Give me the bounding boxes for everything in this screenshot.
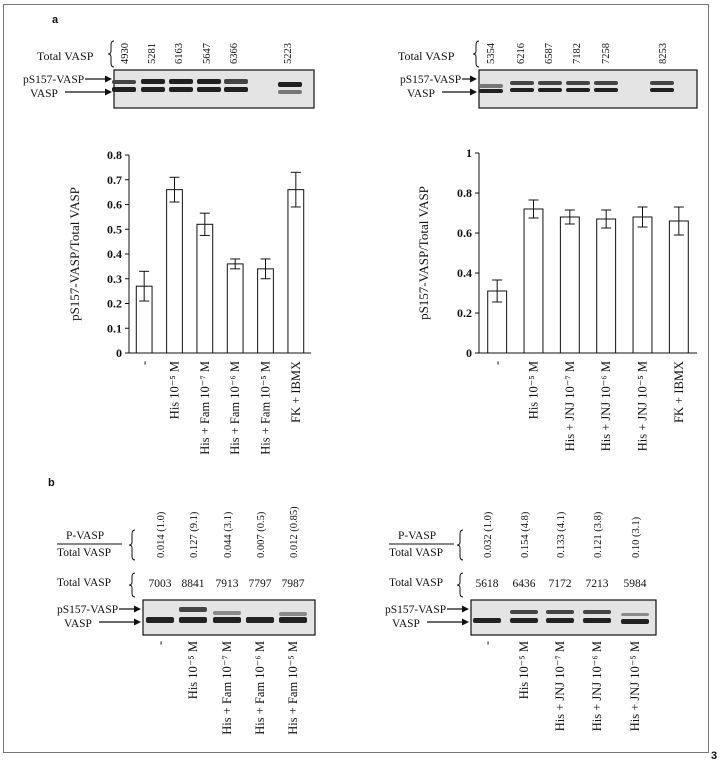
total-vasp-value: 7913 xyxy=(215,578,239,590)
total-vasp-value: 7797 xyxy=(248,578,272,590)
lane-label: His + JNJ 10⁻⁵ M xyxy=(628,641,642,732)
lane-label: His + Fam 10⁻⁵ M xyxy=(286,641,300,735)
x-category-label: His + Fam 10⁻⁶ M xyxy=(228,361,243,455)
blot-band xyxy=(594,81,618,85)
ratio-value: 0.127 (9.1) xyxy=(189,511,200,558)
x-category-label: - xyxy=(137,361,152,366)
y-tick-label: 0.1 xyxy=(107,321,122,336)
western-blot-b1 xyxy=(143,600,315,635)
total-vasp-value: 7213 xyxy=(585,578,609,590)
x-category-label: His 10⁻⁵ M xyxy=(167,361,182,420)
ratio-brace xyxy=(457,530,463,560)
blot-band xyxy=(546,610,574,614)
y-tick-label: 0.8 xyxy=(457,186,472,200)
blot-band xyxy=(621,619,649,624)
total-vasp-value: 4930 xyxy=(120,43,131,64)
total-vasp-brace xyxy=(129,573,135,597)
bar xyxy=(669,221,688,353)
total-vasp-value: 7258 xyxy=(601,43,612,64)
western-blot-a1 xyxy=(112,70,314,108)
blot-band xyxy=(197,79,221,84)
y-tick-label: 0.8 xyxy=(107,148,122,162)
bar xyxy=(633,217,652,353)
bar xyxy=(524,209,543,353)
lane-label: His 10⁻⁵ M xyxy=(186,641,200,700)
blot-band xyxy=(594,88,618,92)
pS157-vasp-arrow-head xyxy=(462,606,469,613)
blot-band xyxy=(279,612,307,616)
bar-chart-1 xyxy=(67,148,311,455)
total-vasp-value: 5281 xyxy=(147,43,158,64)
total-vasp-brace xyxy=(473,41,479,67)
blot-band xyxy=(650,81,674,85)
blot-band xyxy=(179,607,207,612)
total-vasp-value: 6587 xyxy=(544,43,555,64)
total-vasp-value: 8253 xyxy=(658,43,669,64)
ratio-brace xyxy=(129,530,135,560)
pS157-vasp-arrow-head xyxy=(470,76,477,83)
pS157-vasp-arrow-head xyxy=(134,606,141,613)
total-vasp-brace xyxy=(108,41,114,67)
blot-band xyxy=(224,87,248,92)
total-vasp-brace xyxy=(457,573,463,597)
bar xyxy=(167,190,183,353)
lane-label: - xyxy=(153,641,167,646)
blot-band xyxy=(510,81,534,85)
total-vasp-value: 5647 xyxy=(202,43,213,64)
blot-band xyxy=(510,88,534,92)
lane-label: His + JNJ 10⁻⁶ M xyxy=(590,641,604,732)
bar xyxy=(197,224,213,353)
y-tick-label: 0.2 xyxy=(107,296,122,311)
total-vasp-value: 8841 xyxy=(181,578,205,590)
blot-frame xyxy=(471,600,656,635)
bar xyxy=(227,264,243,353)
total-vasp-label: Total VASP xyxy=(37,49,94,63)
bar xyxy=(258,269,274,353)
pS157-vasp-band-label: pS157-VASP xyxy=(385,604,447,616)
blot-band xyxy=(583,618,611,623)
ratio-value: 0.10 (3.1) xyxy=(631,516,642,558)
bar xyxy=(597,219,616,353)
vasp-band-label: VASP xyxy=(64,618,92,630)
ratio-value: 0.133 (4.1) xyxy=(556,511,567,558)
y-axis-label: pS157-VASP/Total VASP xyxy=(67,187,82,321)
blot-band xyxy=(510,610,538,614)
y-tick-label: 0.4 xyxy=(107,247,122,261)
figure-number: 3 xyxy=(711,750,718,761)
y-tick-label: 0.5 xyxy=(107,222,122,237)
panel-a-label: a xyxy=(52,14,59,26)
blot-band xyxy=(566,81,590,85)
blot-band xyxy=(197,87,221,92)
blot-band xyxy=(583,610,611,614)
total-vasp-label: Total VASP xyxy=(57,577,112,589)
vasp-arrow-head xyxy=(134,619,141,626)
blot-band xyxy=(246,617,274,623)
lane-label: His + JNJ 10⁻⁷ M xyxy=(553,641,567,732)
blot-band xyxy=(224,79,248,84)
total-vasp-value: 6366 xyxy=(229,43,240,64)
blot-band xyxy=(112,80,136,84)
total-vasp-value: 6216 xyxy=(516,43,527,64)
blot-band xyxy=(473,618,501,623)
blot-band xyxy=(141,87,165,92)
blot-band xyxy=(213,611,241,615)
y-tick-label: 0.3 xyxy=(107,271,122,286)
y-axis-label: pS157-VASP/Total VASP xyxy=(416,186,431,320)
western-blot-a2 xyxy=(479,70,697,108)
blot-band xyxy=(146,617,174,623)
total-vasp-value: 7182 xyxy=(572,43,583,64)
total-vasp-label: Total VASP xyxy=(398,49,455,63)
x-category-label: His + JNJ 10⁻⁵ M xyxy=(635,361,650,452)
blot-band xyxy=(546,618,574,623)
blot-band xyxy=(566,88,590,92)
ratio-value: 0.044 (3.1) xyxy=(223,511,234,558)
ratio-value: 0.032 (1.0) xyxy=(483,511,494,558)
ratio-value: 0.007 (0.5) xyxy=(256,511,267,558)
total-vasp-value: 5984 xyxy=(623,578,647,590)
total-vasp-value: 7003 xyxy=(148,578,172,590)
blot-band xyxy=(479,89,503,93)
lane-label: His + Fam 10⁻⁶ M xyxy=(253,641,267,735)
pS157-vasp-arrow-head xyxy=(105,76,112,83)
ratio-value: 0.121 (3.8) xyxy=(593,511,604,558)
y-tick-label: 0.4 xyxy=(457,266,472,280)
total-vasp-value: 6436 xyxy=(512,578,536,590)
x-category-label: FK + IBMX xyxy=(288,361,303,423)
x-category-label: His + JNJ 10⁻⁷ M xyxy=(562,361,577,452)
bar xyxy=(288,190,304,353)
vasp-arrow-head xyxy=(470,89,477,96)
blot-band xyxy=(112,87,136,92)
ratio-value: 0.014 (1.0) xyxy=(156,511,167,558)
y-tick-label: 1 xyxy=(466,146,472,160)
x-category-label: His + Fam 10⁻⁷ M xyxy=(197,361,212,455)
y-tick-label: 0 xyxy=(466,346,472,360)
x-category-label: His 10⁻⁵ M xyxy=(526,361,541,420)
p-vasp-ratio-label: P-VASP xyxy=(398,530,437,542)
lane-label: - xyxy=(480,641,494,646)
blot-band xyxy=(141,79,165,84)
pS157-vasp-band-label: pS157-VASP xyxy=(400,74,462,86)
blot-band xyxy=(169,87,193,92)
blot-band xyxy=(479,84,503,88)
y-tick-label: 0.7 xyxy=(107,172,122,187)
p-vasp-ratio-label: P-VASP xyxy=(66,530,105,542)
bar-chart-2 xyxy=(416,146,697,451)
ratio-value: 0.012 (0.85) xyxy=(289,506,300,558)
vasp-arrow-head xyxy=(462,619,469,626)
panel-b-label: b xyxy=(48,477,55,489)
y-tick-label: 0.6 xyxy=(107,197,122,212)
total-vasp-value: 5618 xyxy=(475,578,499,590)
total-vasp-label: Total VASP xyxy=(389,577,444,589)
blot-band xyxy=(169,79,193,84)
blot-band xyxy=(621,613,649,616)
x-category-label: His + JNJ 10⁻⁶ M xyxy=(599,361,614,452)
total-vasp-value: 5354 xyxy=(486,43,497,64)
blot-band xyxy=(278,82,302,87)
blot-band xyxy=(279,617,307,623)
bar xyxy=(560,217,579,353)
total-vasp-ratio-label: Total VASP xyxy=(389,547,444,559)
blot-band xyxy=(538,81,562,85)
y-tick-label: 0.6 xyxy=(457,226,472,240)
pS157-vasp-band-label: pS157-VASP xyxy=(23,74,85,86)
lane-label: His 10⁻⁵ M xyxy=(517,641,531,700)
blot-band xyxy=(650,88,674,92)
y-tick-label: 0 xyxy=(116,346,122,360)
total-vasp-value: 6163 xyxy=(174,43,185,64)
total-vasp-value: 5223 xyxy=(283,43,294,64)
y-tick-label: 0.2 xyxy=(457,306,472,320)
western-blot-b2 xyxy=(471,600,656,635)
blot-band xyxy=(278,90,302,94)
blot-band xyxy=(179,617,207,623)
x-category-label: FK + IBMX xyxy=(671,361,686,423)
vasp-band-label: VASP xyxy=(30,88,58,100)
blot-band xyxy=(213,617,241,623)
x-category-label: His + Fam 10⁻⁵ M xyxy=(258,361,273,455)
blot-band xyxy=(538,88,562,92)
lane-label: His + Fam 10⁻⁷ M xyxy=(220,641,234,735)
total-vasp-value: 7987 xyxy=(281,578,305,590)
total-vasp-value: 7172 xyxy=(548,578,572,590)
vasp-arrow-head xyxy=(105,89,112,96)
pS157-vasp-band-label: pS157-VASP xyxy=(57,604,119,616)
x-category-label: - xyxy=(490,361,505,366)
figure-content xyxy=(23,41,697,735)
vasp-band-label: VASP xyxy=(392,618,420,630)
total-vasp-ratio-label: Total VASP xyxy=(57,547,112,559)
vasp-band-label: VASP xyxy=(407,88,435,100)
blot-band xyxy=(510,618,538,623)
ratio-value: 0.154 (4.8) xyxy=(520,511,531,558)
